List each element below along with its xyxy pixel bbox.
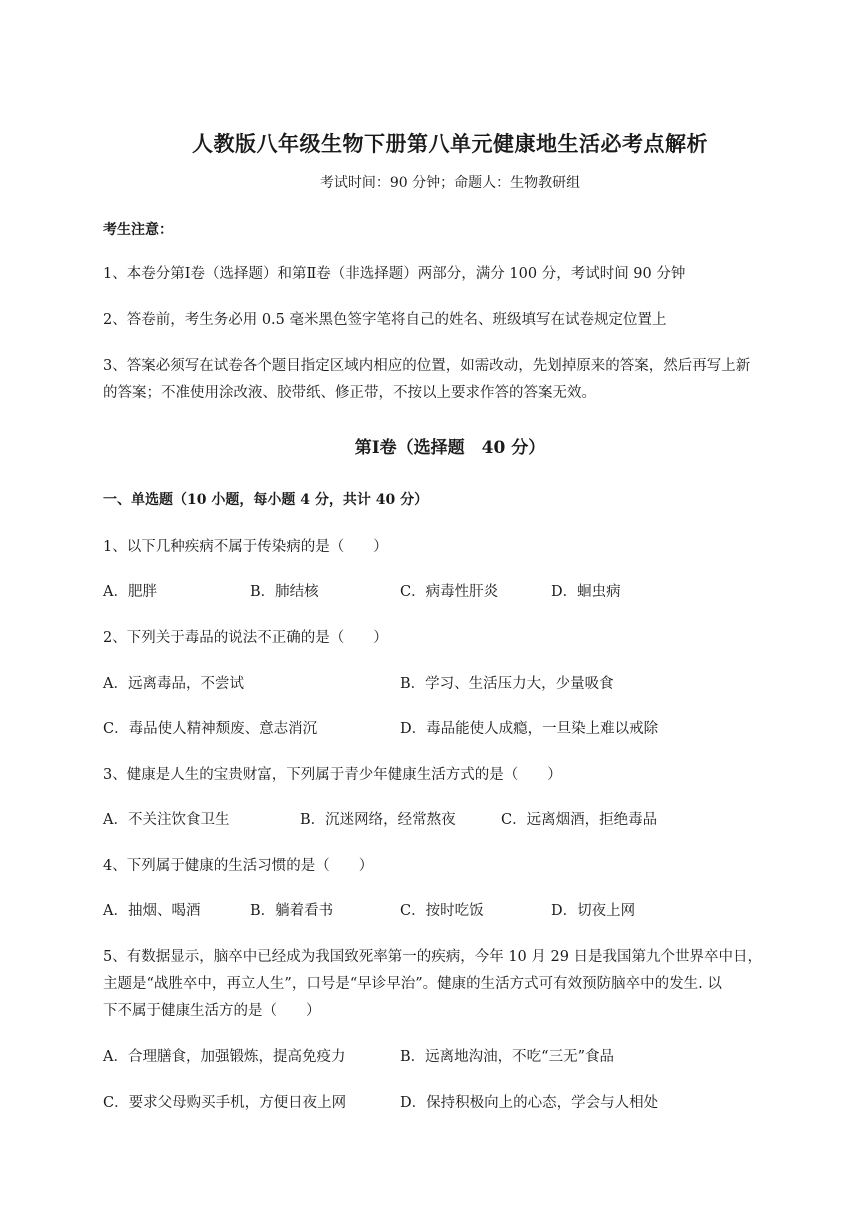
question-5-option-a: A．合理膳食，加强锻炼，提高免疫力 xyxy=(103,1049,346,1065)
section-title: 第Ⅰ卷（选择题 40 分） xyxy=(354,438,546,458)
notice-item-3: 3、答案必须写在试卷各个题目指定区域内相应的位置，如需改动，先划掉原来的答案，然后再写上新 xyxy=(103,358,751,374)
notice-item-3-cont: 的答案；不准使用涂改液、胶带纸、修正带，不按以上要求作答的答案无效。 xyxy=(103,385,596,401)
question-5-stem-line-2: 主题是“战胜卒中，再立人生”，口号是“早诊早治”。健康的生活方式可有效预防脑卒中的发生. 以 xyxy=(103,976,722,992)
page-title: 人教版八年级生物下册第八单元健康地生活必考点解析 xyxy=(192,131,708,156)
question-2-option-b: B．学习、生活压力大，少量吸食 xyxy=(400,676,614,692)
question-1-stem: 1、以下几种疾病不属于传染病的是（ ） xyxy=(103,539,388,555)
question-4-option-d: D．切夜上网 xyxy=(551,903,636,919)
question-1-option-b: B．肺结核 xyxy=(250,584,319,600)
question-2-stem: 2、下列关于毒品的说法不正确的是（ ） xyxy=(103,630,388,646)
question-4-option-b: B．躺着看书 xyxy=(250,903,334,919)
question-1-option-a: A．肥胖 xyxy=(103,584,157,600)
question-3-stem: 3、健康是人生的宝贵财富，下列属于青少年健康生活方式的是（ ） xyxy=(103,767,562,783)
question-4-option-a: A．抽烟、喝酒 xyxy=(103,903,201,919)
page-subtitle: 考试时间：90 分钟；命题人：生物教研组 xyxy=(319,175,581,191)
question-2-option-c: C．毒品使人精神颓废、意志消沉 xyxy=(103,721,318,737)
notice-heading: 考生注意： xyxy=(103,222,173,238)
question-1-option-c: C．病毒性肝炎 xyxy=(400,584,499,600)
question-5-stem-line-1: 5、有数据显示，脑卒中已经成为我国致死率第一的疾病，今年 10 月 29 日是我国第九个世界卒中日， xyxy=(103,949,763,965)
question-3-option-b: B．沉迷网络，经常熬夜 xyxy=(300,812,456,828)
question-4-option-c: C．按时吃饭 xyxy=(400,903,484,919)
question-3-option-c: C．远离烟酒，拒绝毒品 xyxy=(501,812,658,828)
question-5-option-b: B．远离地沟油，不吃“三无”食品 xyxy=(400,1049,614,1065)
question-1-option-d: D．蛔虫病 xyxy=(551,584,621,600)
question-5-option-d: D．保持积极向上的心态，学会与人相处 xyxy=(400,1095,659,1111)
question-4-stem: 4、下列属于健康的生活习惯的是（ ） xyxy=(103,858,374,874)
notice-item-1: 1、本卷分第Ⅰ卷（选择题）和第Ⅱ卷（非选择题）两部分，满分 100 分，考试时间 90 分钟 xyxy=(103,266,686,282)
question-2-option-a: A．远离毒品，不尝试 xyxy=(103,676,244,692)
question-2-option-d: D．毒品能使人成瘾，一旦染上难以戒除 xyxy=(400,721,659,737)
part-heading: 一、单选题（10 小题，每小题 4 分，共计 40 分） xyxy=(103,492,429,508)
question-5-option-c: C．要求父母购买手机，方便日夜上网 xyxy=(103,1095,347,1111)
notice-item-2: 2、答卷前，考生务必用 0.5 毫米黑色签字笔将自己的姓名、班级填写在试卷规定位置上 xyxy=(103,312,667,328)
question-3-option-a: A．不关注饮食卫生 xyxy=(103,812,230,828)
question-5-stem-line-3: 下不属于健康生活方的是（ ） xyxy=(103,1003,321,1019)
